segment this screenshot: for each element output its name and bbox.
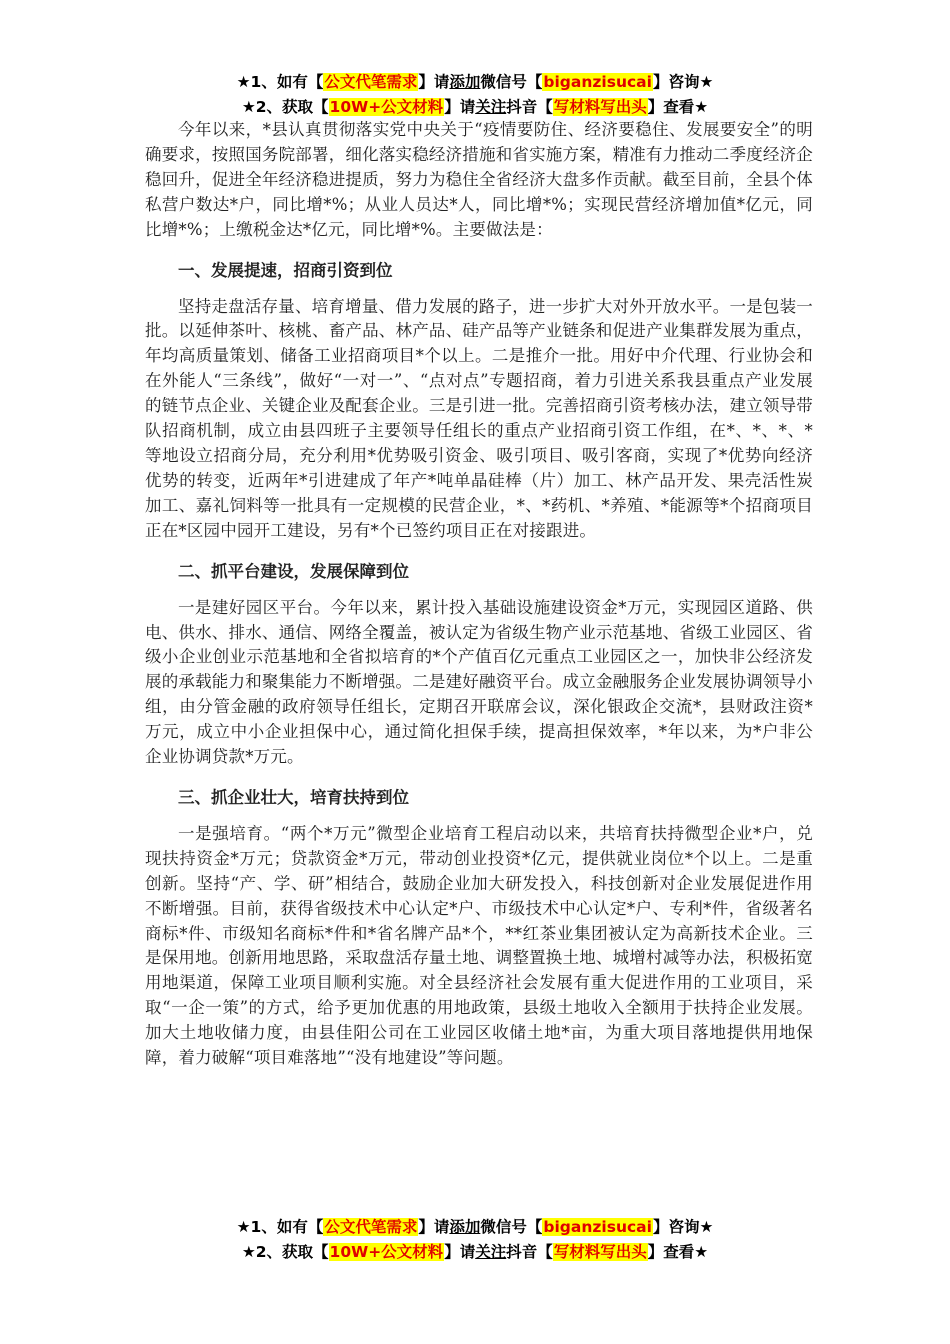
section-heading-2: 二、抓平台建设，发展保障到位	[178, 561, 409, 581]
promo-text: 抖音【	[506, 1243, 553, 1261]
promo-underline: 关注	[475, 1243, 507, 1261]
promo-line-1	[0, 70, 950, 95]
promo-text: 】咨询★	[652, 1218, 714, 1236]
promo-highlight: 10W+公文材料	[329, 1243, 444, 1261]
document-body	[145, 118, 813, 1071]
section-paragraph-3: 一是强培育。“两个*万元”微型企业培育工程启动以来，共培育扶持微型企业*户，兑现扶持资金*万元；贷款资金*万元，带动创业投资*亿元，提供就业岗位*个以上。二是重创新。坚持“产、学、研”相结合，鼓励企业加大研发投入，科技创新对企业发展促进作用不断增强。目前，获得省级技术中心认定*户、市级技术中心认定*户、专利*件，省级著名商标*件、市级知名商标*件和*省名牌产品*个，**红茶业集团被认定为高新技术企业。三是保用地。创新用地思路，采取盘活存量土地、调整置换土地、城增村减等办法，积极拓宽用地渠道，保障工业项目顺利实施。对全县经济社会发展有重大促进作用的工业项目，采取“一企一策”的方式，给予更加优惠的用地政策，县级土地收入全额用于扶持企业发展。加大土地收储力度，由县佳阳公司在工业园区收储土地*亩，为重大项目落地提供用地保障，着力破解“项目难落地”“没有地建设”等问题。	[145, 823, 813, 1068]
promo-highlight: biganzisucai	[543, 73, 652, 91]
section-paragraph-1: 坚持走盘活存量、培育增量、借力发展的路子，进一步扩大对外开放水平。一是包装一批。以延伸茶叶、核桃、畜产品、林产品、硅产品等产业链条和促进产业集群发展为重点，年均高质量策划、储备工业招商项目*个以上。二是推介一批。用好中介代理、行业协会和在外能人“三条线”，做好“一对一”、“点对点”专题招商，着力引进关系我县重点产业发展的链节点企业、关键企业及配套企业。三是引进一批。完善招商引资考核办法，建立领导带队招商机制，成立由县四班子主要领导任组长的重点产业招商引资工作组，在*、*、*、*等地设立招商分局，充分利用*优势吸引资金、吸引项目、吸引客商，实现了*优势向经济优势的转变，近两年*引进建成了年产*吨单晶硅棒（片）加工、林产品开发、果壳活性炭加工、嘉礼饲料等一批具有一定规模的民营企业，*、*药机、*养殖、*能源等*个招商项目正在*区园中园开工建设，另有*个已签约项目正在对接跟进。	[145, 296, 813, 540]
promo-underline: 添加	[449, 73, 481, 91]
promo-text: 】查看★	[647, 1243, 709, 1261]
promo-banner-bottom	[0, 1215, 950, 1265]
promo-text: ★2、获取【	[241, 1243, 329, 1261]
promo-text: ★1、如有【	[236, 1218, 324, 1236]
promo-line-2	[0, 95, 950, 120]
promo-highlight: 公文代笔需求	[324, 1218, 418, 1236]
promo-underline: 关注	[475, 98, 507, 116]
section-heading-3: 三、抓企业壮大，培育扶持到位	[178, 787, 409, 807]
promo-text: 抖音【	[506, 98, 553, 116]
promo-highlight: 写材料写出头	[553, 98, 647, 116]
promo-banner-top	[0, 70, 950, 120]
promo-highlight: 10W+公文材料	[329, 98, 444, 116]
promo-underline: 添加	[449, 1218, 481, 1236]
promo-highlight: 公文代笔需求	[324, 73, 418, 91]
promo-text: 】请	[418, 1218, 450, 1236]
promo-line-1	[0, 1215, 950, 1240]
promo-text: 】请	[418, 73, 450, 91]
section-paragraph-2: 一是建好园区平台。今年以来，累计投入基础设施建设资金*万元，实现园区道路、供电、供水、排水、通信、网络全覆盖，被认定为省级生物产业示范基地、省级工业园区、省级小企业创业示范基地和全省拟培育的*个产值百亿元重点工业园区之一，加快非公经济发展的承载能力和聚集能力不断增强。二是建好融资平台。成立金融服务企业发展协调领导小组，由分管金融的政府领导任组长，定期召开联席会议，深化银政企交流*，县财政注资*万元，成立中小企业担保中心，通过简化担保手续，提高担保效率，*年以来，为*户非公企业协调贷款*万元。	[145, 597, 813, 767]
promo-text: ★1、如有【	[236, 73, 324, 91]
intro-paragraph: 今年以来，*县认真贯彻落实党中央关于“疫情要防住、经济要稳住、发展要安全”的明确要求，按照国务院部署，细化落实稳经济措施和省实施方案，精准有力推动二季度经济企稳回升，促进全年经济稳进提质，努力为稳住全省经济大盘多作贡献。截至目前，全县个体私营户数达*户，同比增*%；从业人员达*人，同比增*%；实现民营经济增加值*亿元，同比增*%；上缴税金达*亿元，同比增*%。主要做法是：	[145, 120, 813, 239]
promo-text: 微信号【	[480, 73, 543, 91]
promo-line-2	[0, 1240, 950, 1265]
section-heading-1: 一、发展提速，招商引资到位	[178, 260, 393, 280]
promo-text: 】请	[444, 98, 476, 116]
promo-highlight: 写材料写出头	[553, 1243, 647, 1261]
promo-highlight: biganzisucai	[543, 1218, 652, 1236]
promo-text: 】请	[444, 1243, 476, 1261]
promo-text: 微信号【	[480, 1218, 543, 1236]
promo-text: 】查看★	[647, 98, 709, 116]
promo-text: 】咨询★	[652, 73, 714, 91]
promo-text: ★2、获取【	[241, 98, 329, 116]
